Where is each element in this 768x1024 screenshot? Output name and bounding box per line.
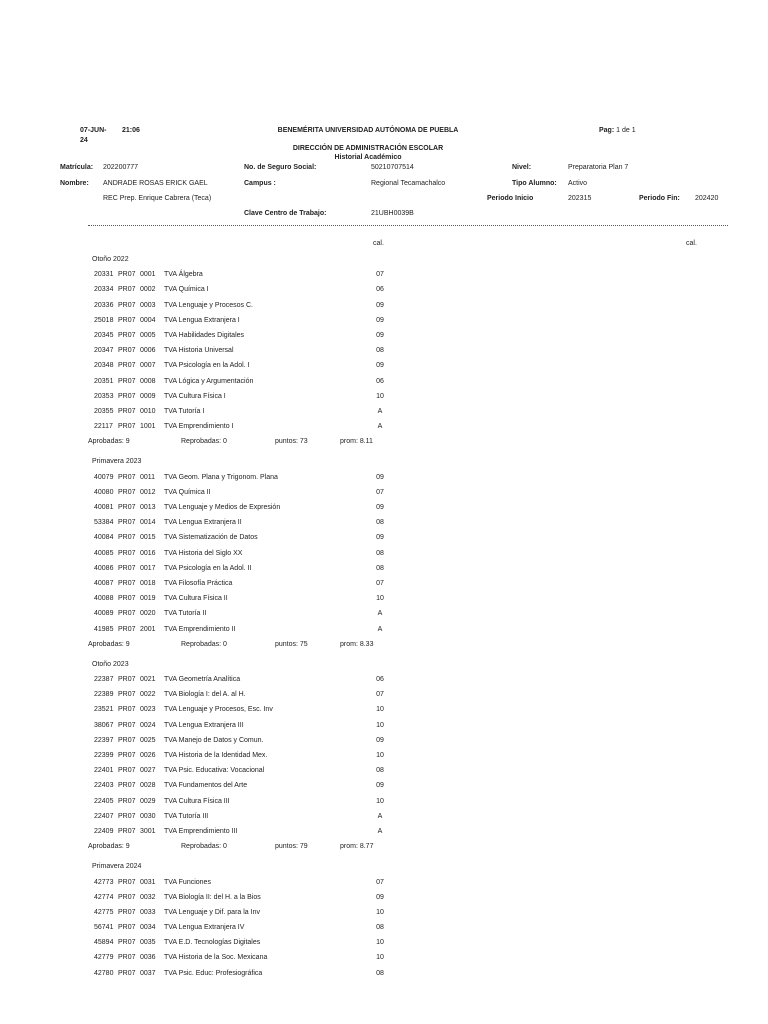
course-name: TVA Emprendimiento III	[164, 827, 238, 835]
course-grade: 08	[376, 924, 384, 932]
semester-group	[0, 252, 768, 449]
course-number: 0001	[140, 271, 156, 279]
matricula-label: Matrícula:	[60, 164, 94, 171]
course-row	[0, 470, 768, 485]
puntos-total: puntos: 75	[275, 640, 308, 648]
promedio: prom: 8.33	[340, 640, 374, 648]
course-number: 0027	[140, 767, 156, 775]
course-code: 40087	[94, 579, 114, 587]
tipo-alumno-value: Activo	[568, 180, 588, 187]
course-grade: 06	[376, 377, 384, 385]
course-number: 0022	[140, 691, 156, 699]
course-row	[0, 591, 768, 606]
course-number: 0017	[140, 564, 156, 572]
semester-heading	[0, 657, 768, 672]
course-plan: PR07	[118, 969, 136, 977]
course-plan: PR07	[118, 812, 136, 820]
course-grade: 09	[376, 893, 384, 901]
course-plan: PR07	[118, 691, 136, 699]
course-code: 20334	[94, 286, 114, 294]
course-plan: PR07	[118, 908, 136, 916]
university-name: BENEMÉRITA UNIVERSIDAD AUTÓNOMA DE PUEBLA	[277, 127, 459, 134]
course-name: TVA Funciones	[164, 878, 211, 886]
clave-value: 21UBH0039B	[371, 210, 414, 217]
course-name: TVA Biología II: del H. a la Bios	[164, 893, 261, 901]
course-code: 42780	[94, 969, 114, 977]
course-row	[0, 672, 768, 687]
course-name: TVA Historia del Siglo XX	[164, 549, 243, 557]
course-grade: 09	[376, 362, 384, 370]
course-code: 40079	[94, 473, 114, 481]
course-name: TVA Psic. Educativa: Vocacional	[164, 767, 265, 775]
aprobadas-count: Aprobadas: 9	[88, 640, 130, 648]
course-number: 0020	[140, 610, 156, 618]
course-row	[0, 374, 768, 389]
course-name: TVA Lengua Extranjera IV	[164, 924, 245, 932]
course-number: 0033	[140, 908, 156, 916]
course-code: 22397	[94, 736, 114, 744]
course-number: 0016	[140, 549, 156, 557]
aprobadas-count: Aprobadas: 9	[88, 438, 130, 446]
course-grade: 09	[376, 504, 384, 511]
course-plan: PR07	[118, 954, 136, 962]
semester-title: Primavera 2024	[92, 863, 142, 871]
page-value: 1 de 1	[616, 127, 636, 134]
course-code: 42779	[94, 954, 114, 962]
course-row	[0, 500, 768, 515]
course-grade: 06	[376, 286, 384, 294]
course-grade: 07	[376, 488, 384, 496]
semester-groups	[0, 252, 768, 981]
course-plan: PR07	[118, 564, 136, 572]
course-number: 0012	[140, 488, 156, 496]
course-grade: 10	[376, 908, 384, 916]
course-plan: PR07	[118, 939, 136, 947]
course-row	[0, 328, 768, 343]
course-name: TVA Tutoría I	[164, 407, 205, 415]
course-name: TVA Psic. Educ: Profesiográfica	[164, 969, 263, 977]
course-row	[0, 905, 768, 920]
course-name: TVA Álgebra	[164, 271, 203, 279]
course-name: TVA Lenguaje y Medios de Expresión	[164, 504, 281, 511]
course-name: TVA Lógica y Argumentación	[164, 377, 254, 385]
course-plan: PR07	[118, 625, 136, 633]
course-code: 22389	[94, 691, 114, 699]
course-row	[0, 515, 768, 530]
course-number: 0003	[140, 301, 156, 309]
course-row	[0, 702, 768, 717]
campus-value: Regional Tecamachalco	[371, 180, 446, 187]
course-plan: PR07	[118, 519, 136, 527]
course-number: 0034	[140, 924, 156, 932]
course-plan: PR07	[118, 534, 136, 542]
course-row	[0, 358, 768, 373]
course-name: TVA Tutoría II	[164, 610, 207, 618]
course-grade: 08	[376, 564, 384, 572]
course-plan: PR07	[118, 392, 136, 400]
grade-column-header: cal.	[373, 240, 384, 247]
course-row	[0, 576, 768, 591]
course-number: 0015	[140, 534, 156, 542]
course-row	[0, 778, 768, 793]
course-row	[0, 313, 768, 328]
course-grade: 08	[376, 969, 384, 977]
department-name: DIRECCIÓN DE ADMINISTRACIÓN ESCOLAR	[292, 145, 444, 152]
course-code: 22403	[94, 782, 114, 790]
course-grade: 10	[376, 797, 384, 805]
course-name: TVA Lengua Extranjera III	[164, 721, 244, 729]
semester-group	[0, 454, 768, 651]
course-plan: PR07	[118, 286, 136, 294]
course-grade: 08	[376, 767, 384, 775]
course-plan: PR07	[118, 504, 136, 511]
course-number: 0002	[140, 286, 156, 294]
course-plan: PR07	[118, 407, 136, 415]
course-plan: PR07	[118, 893, 136, 901]
course-number: 0013	[140, 504, 156, 511]
semester-group	[0, 859, 768, 981]
course-name: TVA Habilidades Digitales	[164, 331, 245, 339]
course-plan: PR07	[118, 924, 136, 932]
promedio: prom: 8.77	[340, 843, 374, 851]
course-plan: PR07	[118, 752, 136, 759]
course-number: 0032	[140, 893, 156, 901]
course-plan: PR07	[118, 706, 136, 714]
periodo-fin-value: 202420	[695, 195, 719, 202]
course-row	[0, 718, 768, 733]
nombre-label: Nombre:	[60, 180, 89, 187]
course-name: TVA Cultura Física III	[164, 797, 230, 805]
course-name: TVA Fundamentos del Arte	[164, 782, 248, 790]
course-code: 22409	[94, 827, 114, 835]
course-number: 0018	[140, 579, 156, 587]
course-number: 0023	[140, 706, 156, 714]
course-row	[0, 485, 768, 500]
course-plan: PR07	[118, 878, 136, 886]
course-code: 53384	[94, 519, 114, 527]
reprobadas-count: Reprobadas: 0	[181, 438, 227, 446]
course-row	[0, 966, 768, 981]
report-time: 21:06	[122, 127, 140, 134]
course-plan: PR07	[118, 736, 136, 744]
course-number: 0019	[140, 595, 156, 603]
course-plan: PR07	[118, 271, 136, 279]
course-number: 0010	[140, 407, 156, 415]
course-code: 20331	[94, 271, 114, 279]
course-row	[0, 343, 768, 358]
course-number: 0035	[140, 939, 156, 947]
course-row	[0, 763, 768, 778]
course-row	[0, 920, 768, 935]
course-row	[0, 622, 768, 637]
course-code: 40081	[94, 504, 114, 511]
course-grade: 10	[376, 752, 384, 759]
course-row	[0, 530, 768, 545]
course-plan: PR07	[118, 610, 136, 618]
course-code: 42773	[94, 878, 114, 886]
course-number: 0030	[140, 812, 156, 820]
reprobadas-count: Reprobadas: 0	[181, 640, 227, 648]
course-plan: PR07	[118, 579, 136, 587]
course-row	[0, 890, 768, 905]
course-code: 40088	[94, 595, 114, 603]
course-grade: A	[377, 423, 383, 431]
course-number: 0029	[140, 797, 156, 805]
semester-heading	[0, 454, 768, 469]
course-plan: PR07	[118, 767, 136, 775]
course-number: 2001	[140, 625, 156, 633]
reprobadas-count: Reprobadas: 0	[181, 843, 227, 851]
course-name: TVA Sistematización de Datos	[164, 534, 258, 542]
course-row	[0, 419, 768, 434]
course-grade: 09	[376, 331, 384, 339]
course-code: 42774	[94, 893, 114, 901]
course-code: 20336	[94, 301, 114, 309]
course-name: TVA Emprendimiento II	[164, 625, 236, 633]
course-code: 40086	[94, 564, 114, 572]
course-number: 0036	[140, 954, 156, 962]
course-row	[0, 282, 768, 297]
course-grade: 08	[376, 347, 384, 355]
course-name: TVA Filosofía Práctica	[164, 579, 233, 587]
course-row	[0, 733, 768, 748]
course-row	[0, 794, 768, 809]
course-grade: 10	[376, 939, 384, 947]
course-row	[0, 561, 768, 576]
matricula-value: 202200777	[103, 164, 139, 171]
course-grade: A	[377, 625, 383, 633]
course-name: TVA Cultura Física I	[164, 392, 226, 400]
course-grade: 06	[376, 676, 384, 684]
course-grade: A	[377, 610, 383, 618]
semester-title: Otoño 2023	[92, 660, 129, 668]
header-divider	[88, 225, 728, 226]
promedio: prom: 8.11	[340, 438, 373, 446]
semester-heading	[0, 252, 768, 267]
periodo-inicio-label: Periodo Inicio	[487, 195, 534, 202]
course-code: 20355	[94, 407, 114, 415]
nivel-label: Nivel:	[512, 164, 532, 171]
course-code: 38067	[94, 721, 114, 729]
course-grade: 08	[376, 549, 384, 557]
course-row	[0, 687, 768, 702]
course-number: 0011	[140, 473, 156, 481]
course-code: 40084	[94, 534, 114, 542]
course-number: 0006	[140, 347, 156, 355]
course-grade: 10	[376, 721, 384, 729]
course-grade: 07	[376, 271, 384, 279]
periodo-fin-label: Periodo Fin:	[639, 195, 680, 202]
course-grade: A	[377, 827, 383, 835]
course-code: 23521	[94, 706, 114, 714]
course-row	[0, 267, 768, 282]
course-plan: PR07	[118, 676, 136, 684]
course-number: 0004	[140, 316, 156, 324]
course-code: 20348	[94, 362, 114, 370]
course-name: TVA Psicología en la Adol. I	[164, 362, 250, 370]
nss-value: 50210707514	[371, 164, 414, 171]
course-plan: PR07	[118, 595, 136, 603]
course-name: TVA Historia de la Soc. Mexicana	[164, 954, 268, 962]
course-row	[0, 875, 768, 890]
course-name: TVA Geom. Plana y Trigonom. Plana	[164, 473, 278, 481]
course-grade: 07	[376, 691, 384, 699]
course-code: 40089	[94, 610, 114, 618]
semester-heading	[0, 859, 768, 874]
course-plan: PR07	[118, 827, 136, 835]
semester-summary	[0, 637, 768, 652]
program-name: REC Prep. Enrique Cabrera (Teca)	[103, 195, 212, 202]
course-number: 0014	[140, 519, 156, 527]
course-row	[0, 546, 768, 561]
semester-summary	[0, 434, 768, 449]
course-name: TVA Lenguaje y Procesos, Esc. Inv	[164, 706, 273, 714]
course-grade: 07	[376, 579, 384, 587]
course-code: 22117	[94, 423, 113, 431]
campus-label: Campus :	[244, 180, 276, 187]
course-grade: A	[377, 407, 383, 415]
course-row	[0, 389, 768, 404]
course-number: 0028	[140, 782, 156, 790]
periodo-inicio-value: 202315	[568, 195, 592, 202]
course-grade: 10	[376, 706, 384, 714]
semester-summary	[0, 839, 768, 854]
course-plan: PR07	[118, 362, 136, 370]
clave-label: Clave Centro de Trabajo:	[244, 210, 327, 217]
course-plan: PR07	[118, 488, 136, 496]
course-code: 22407	[94, 812, 114, 820]
course-name: TVA Historia de la Identidad Mex.	[164, 752, 268, 759]
course-grade: 09	[376, 316, 384, 324]
course-number: 0031	[140, 878, 156, 886]
course-row	[0, 298, 768, 313]
course-row	[0, 606, 768, 621]
course-name: TVA Historia Universal	[164, 347, 234, 355]
course-name: TVA Psicología en la Adol. II	[164, 564, 252, 572]
course-number: 3001	[140, 827, 156, 835]
course-plan: PR07	[118, 347, 136, 355]
report-date-year: 24	[80, 137, 88, 144]
course-row	[0, 950, 768, 965]
course-code: 20345	[94, 331, 114, 339]
course-name: TVA Lengua Extranjera I	[164, 316, 240, 324]
course-number: 0009	[140, 392, 156, 400]
course-grade: A	[377, 812, 383, 820]
course-plan: PR07	[118, 301, 136, 309]
course-code: 56741	[94, 924, 114, 932]
course-row	[0, 748, 768, 763]
course-code: 40080	[94, 488, 114, 496]
course-plan: PR07	[118, 473, 136, 481]
tipo-alumno-label: Tipo Alumno:	[512, 180, 557, 187]
page-label: Pag:	[599, 127, 615, 134]
course-plan: PR07	[118, 423, 136, 431]
nss-label: No. de Seguro Social:	[244, 164, 317, 171]
course-grade: 09	[376, 301, 384, 309]
course-number: 1001	[140, 423, 156, 431]
course-row	[0, 824, 768, 839]
course-code: 41985	[94, 625, 114, 633]
course-grade: 10	[376, 954, 384, 962]
puntos-total: puntos: 79	[275, 843, 308, 851]
course-code: 22405	[94, 797, 114, 805]
semester-group	[0, 657, 768, 854]
course-name: TVA Biología I: del A. al H.	[164, 691, 246, 699]
course-number: 0021	[140, 676, 156, 684]
course-grade: 10	[376, 392, 384, 400]
course-name: TVA Geometría Analítica	[164, 676, 241, 684]
course-number: 0037	[140, 969, 156, 977]
page-indicator	[599, 126, 636, 135]
course-number: 0026	[140, 752, 156, 759]
course-name: TVA Cultura Física II	[164, 595, 228, 603]
course-grade: 09	[376, 473, 384, 481]
course-code: 22387	[94, 676, 114, 684]
semester-title: Otoño 2022	[92, 256, 129, 263]
course-number: 0007	[140, 362, 156, 370]
course-code: 40085	[94, 549, 114, 557]
course-name: TVA Lenguaje y Procesos C.	[164, 301, 253, 309]
course-code: 20351	[94, 377, 114, 385]
course-number: 0005	[140, 331, 156, 339]
nivel-value: Preparatoria Plan 7	[568, 164, 629, 171]
course-number: 0024	[140, 721, 156, 729]
course-grade: 07	[376, 878, 384, 886]
course-name: TVA Química I	[164, 286, 209, 294]
course-code: 20347	[94, 347, 114, 355]
aprobadas-count: Aprobadas: 9	[88, 843, 130, 851]
course-name: TVA Lengua Extranjera II	[164, 519, 242, 527]
course-number: 0025	[140, 736, 156, 744]
course-plan: PR07	[118, 797, 136, 805]
report-title: Historial Académico	[334, 154, 402, 161]
course-row	[0, 935, 768, 950]
course-plan: PR07	[118, 721, 136, 729]
course-code: 22399	[94, 752, 114, 759]
course-name: TVA Lenguaje y Dif. para la Inv	[164, 908, 260, 916]
puntos-total: puntos: 73	[275, 438, 308, 446]
course-code: 20353	[94, 392, 114, 400]
course-grade: 09	[376, 782, 384, 790]
nombre-value: ANDRADE ROSAS ERICK GAEL	[103, 180, 208, 187]
grade-column-header-right: cal.	[686, 240, 697, 247]
semester-title: Primavera 2023	[92, 458, 142, 466]
course-plan: PR07	[118, 549, 136, 557]
course-plan: PR07	[118, 782, 136, 790]
course-name: TVA Química II	[164, 488, 211, 496]
course-plan: PR07	[118, 316, 136, 324]
course-code: 22401	[94, 767, 114, 775]
course-name: TVA Manejo de Datos y Comun.	[164, 736, 264, 744]
course-grade: 09	[376, 534, 384, 542]
course-name: TVA E.D. Tecnologías Digitales	[164, 939, 261, 947]
course-number: 0008	[140, 377, 156, 385]
course-plan: PR07	[118, 331, 136, 339]
course-row	[0, 404, 768, 419]
report-date: 07-JUN-	[80, 127, 107, 134]
course-grade: 09	[376, 736, 384, 744]
course-name: TVA Tutoría III	[164, 812, 209, 820]
course-row	[0, 809, 768, 824]
course-grade: 10	[376, 595, 384, 603]
course-code: 45894	[94, 939, 114, 947]
course-grade: 08	[376, 519, 384, 527]
course-plan: PR07	[118, 377, 136, 385]
course-code: 25018	[94, 316, 114, 324]
course-name: TVA Emprendimiento I	[164, 423, 234, 431]
course-code: 42775	[94, 908, 114, 916]
